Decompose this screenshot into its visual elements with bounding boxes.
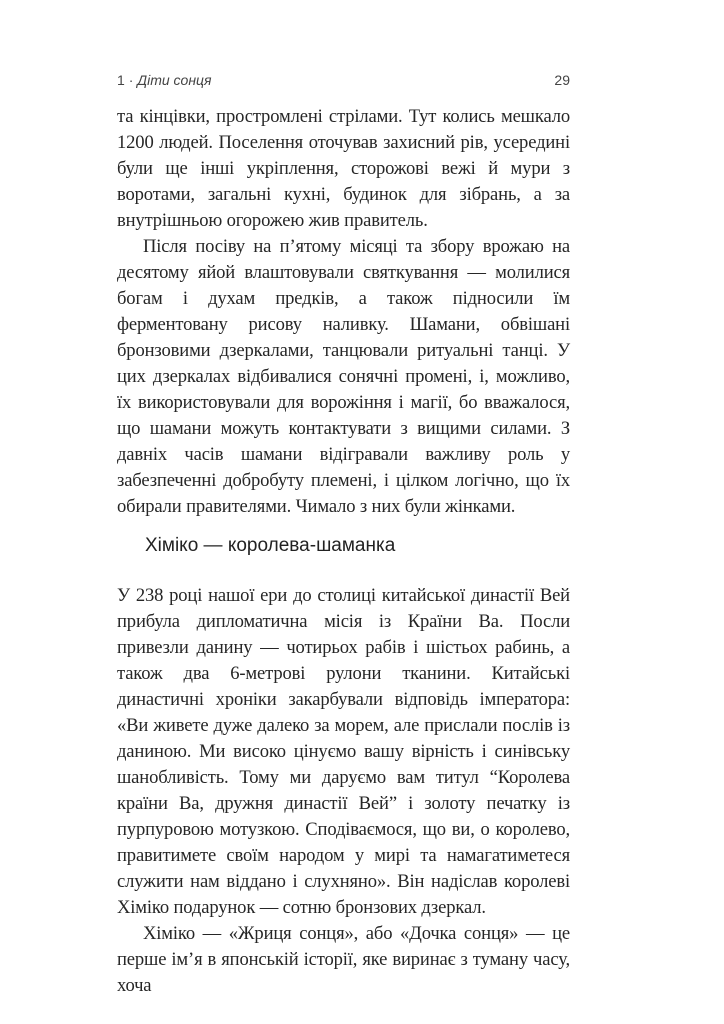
paragraph: У 238 році нашої ери до столиці китайської династії Вей прибула дипломатична місія із Країни Ва. Посли привезли данину — чотирьох рабів і шістьох рабинь, а також два 6-метрові рулони тканини. Китайські династичні хроніки закарбували відповідь імператора: «Ви живете дуже далеко за морем, але прислали послів із даниною. Ми високо цінуємо вашу вірність і синівську шанобливість. Тому ми даруємо вам титул “Королева країни Ва, дружня династії Вей” і золоту печатку із пурпуровою мотузкою. Сподіваємося, що ви, о королево, правитимете своїм народом у мирі та намагатиметеся служити нам віддано і слухняно». Він надіслав королеві Хіміко подарунок — сотню бронзових дзеркал. xyxy=(117,585,570,918)
section-heading: Хіміко — королева-шаманка xyxy=(145,535,396,556)
chapter-number: 1 xyxy=(117,72,125,88)
chapter-title: Діти сонця xyxy=(137,72,212,88)
paragraph: та кінцівки, простромлені стрілами. Тут колись мешкало 1200 людей. Поселення оточував захисний рів, усередині були ще інші укріплення, сторожові вежі й мури з воротами, загальні кухні, будинок для зібрань, а за внутрішньою огорожею жив правитель. xyxy=(117,106,570,231)
page-number: 29 xyxy=(554,72,570,88)
running-head xyxy=(117,72,212,88)
text-block-top xyxy=(117,104,570,520)
paragraph: Після посіву на п’ятому місяці та збору врожаю на десятому яйой влаштовували святкування — молилися богам і духам предків, а також підносили їм ферментовану рисову наливку. Шамани, обвішані бронзовими дзеркалами, танцювали ритуальні танці. У цих дзеркалах відбивалися сонячні промені, і, можливо, їх використовували для ворожіння і магії, бо вважалося, що шамани можуть контактувати з вищими силами. З давніх часів шамани відігравали важливу роль у забезпеченні добробуту племені, і цілком логічно, що їх обирали правителями. Чимало з них були жінками. xyxy=(117,236,570,517)
paragraph: Хіміко — «Жриця сонця», або «Дочка сонця» — це перше ім’я в японській історії, яке виринає з туману часу, хоча xyxy=(117,923,570,996)
header-separator: · xyxy=(128,72,134,88)
text-block-bottom xyxy=(117,583,570,999)
